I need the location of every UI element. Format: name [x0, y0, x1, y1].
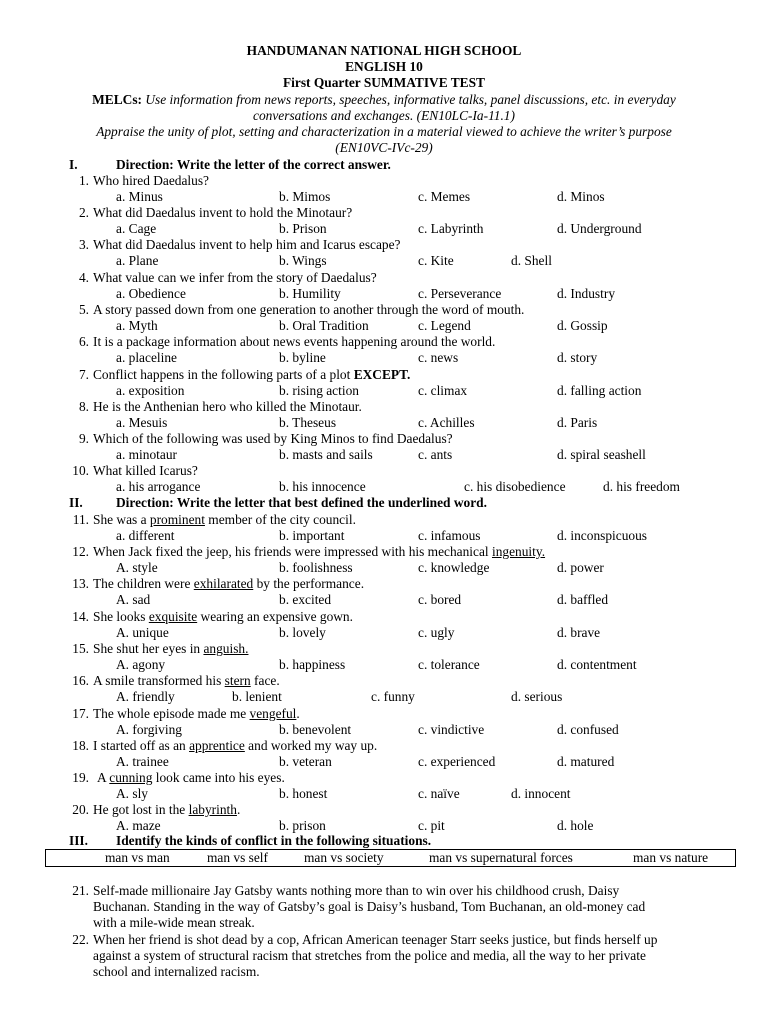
- situation-text-line: Buchanan. Standing in the way of Gatsby’s goal is Daisy’s husband, Tom Buchanan, an old-money cad: [93, 899, 646, 914]
- melcs-label: MELCs:: [92, 92, 142, 107]
- question-number: 14.: [72, 609, 89, 624]
- question-text: [93, 641, 248, 657]
- choice-d: d. Underground: [557, 221, 642, 236]
- question-text-post: look came into his eyes.: [152, 770, 285, 785]
- choice-c: c. Labyrinth: [418, 221, 484, 236]
- question-text-pre: The children were: [93, 576, 194, 591]
- choice-b: b. benevolent: [279, 722, 352, 737]
- choice-a: a. Cage: [116, 221, 157, 236]
- question-number: 12.: [72, 544, 89, 559]
- choice-c: c. Memes: [418, 189, 471, 204]
- underlined-word: cunning: [109, 770, 153, 785]
- choice-c: c. naïve: [418, 786, 460, 801]
- choice-b: b. lenient: [232, 689, 282, 704]
- situation-text-line: When her friend is shot dead by a cop, African American teenager Starr seeks justice, but finds herself up: [93, 932, 658, 947]
- underlined-word: exhilarated: [193, 576, 254, 591]
- underlined-word: stern: [224, 673, 251, 688]
- choice-a: A. forgiving: [116, 722, 182, 737]
- situation-text-line: school and internalized racism.: [93, 964, 260, 979]
- question-text-pre: When Jack fixed the jeep, his friends were impressed with his mechanical: [93, 544, 492, 559]
- choice-c: c. Perseverance: [418, 286, 502, 301]
- choice-b: b. Oral Tradition: [279, 318, 369, 333]
- question-text: A story passed down from one generation to another through the word of mouth.: [93, 302, 525, 317]
- underlined-word: vengeful: [249, 706, 297, 721]
- question-text-pre: She shut her eyes in: [93, 641, 204, 656]
- question-text: [93, 706, 300, 722]
- question-text-post: by the performance.: [253, 576, 365, 591]
- choice-d: d. confused: [557, 722, 619, 737]
- choice-a: a. Myth: [116, 318, 158, 333]
- choice-b: b. happiness: [279, 657, 346, 672]
- choice-c: c. vindictive: [418, 722, 485, 737]
- section-2-direction: Direction: Write the letter that best defined the underlined word.: [116, 495, 487, 510]
- question-text: [93, 609, 353, 625]
- underlined-word: prominent: [149, 512, 205, 527]
- choice-a: a. Minus: [116, 189, 163, 204]
- choice-d: d. Paris: [557, 415, 598, 430]
- question-number: 1.: [78, 173, 89, 188]
- question-text-pre: She was a: [93, 512, 150, 527]
- conflict-option: man vs man: [105, 850, 170, 865]
- choice-c: c. climax: [418, 383, 468, 398]
- melc2-line1: Appraise the unity of plot, setting and characterization in a material viewed to achieve the writer’s purpose: [96, 124, 672, 139]
- question-number: 17.: [72, 706, 89, 721]
- conflict-option: man vs self: [207, 850, 268, 865]
- question-text: [93, 367, 410, 383]
- choice-b: b. Prison: [279, 221, 327, 236]
- question-number: 13.: [72, 576, 89, 591]
- conflict-option: man vs supernatural forces: [429, 850, 573, 865]
- melc1-text: Use information from news reports, speeches, informative talks, panel discussions, etc. in everyday: [145, 92, 676, 107]
- choice-c: c. Kite: [418, 253, 454, 268]
- question-text: [93, 544, 545, 560]
- question-text-pre: He got lost in the: [93, 802, 189, 817]
- conflict-option: man vs society: [304, 850, 384, 865]
- section-1-direction: Direction: Write the letter of the correct answer.: [116, 157, 391, 172]
- choice-a: A. sad: [116, 592, 151, 607]
- question-text-pre: Conflict happens in the following parts of a plot: [93, 367, 354, 382]
- choice-d: d. spiral seashell: [557, 447, 646, 462]
- choice-c: c. pit: [418, 818, 445, 833]
- question-text-post: wearing an expensive gown.: [197, 609, 353, 624]
- question-number: 19.: [72, 770, 89, 785]
- choice-d: d. inconspicuous: [557, 528, 648, 543]
- choice-a: a. Mesuis: [116, 415, 168, 430]
- choice-c: c. bored: [418, 592, 462, 607]
- question-text: [93, 576, 364, 592]
- choice-b: b. Humility: [279, 286, 341, 301]
- question-text: What did Daedalus invent to hold the Minotaur?: [93, 205, 353, 220]
- question-text: What value can we infer from the story of Daedalus?: [93, 270, 377, 285]
- choice-d: d. story: [557, 350, 598, 365]
- question-text: He is the Anthenian hero who killed the Minotaur.: [93, 399, 362, 414]
- question-number: 18.: [72, 738, 89, 753]
- question-text: It is a package information about news events happening around the world.: [93, 334, 496, 349]
- test-title: First Quarter SUMMATIVE TEST: [283, 75, 485, 90]
- choice-d: d. Industry: [557, 286, 616, 301]
- choice-c: c. infamous: [418, 528, 481, 543]
- choice-d: d. matured: [557, 754, 615, 769]
- choice-c: c. tolerance: [418, 657, 480, 672]
- choice-d: d. power: [557, 560, 604, 575]
- choice-d: d. his freedom: [603, 479, 680, 494]
- question-number: 9.: [78, 431, 89, 446]
- choice-b: b. foolishness: [279, 560, 353, 575]
- choice-a: A. unique: [116, 625, 169, 640]
- choice-d: d. hole: [557, 818, 594, 833]
- choice-d: d. Gossip: [557, 318, 608, 333]
- choice-a: A. friendly: [116, 689, 175, 704]
- choice-a: a. his arrogance: [116, 479, 201, 494]
- choice-a: a. minotaur: [116, 447, 177, 462]
- choice-c: c. funny: [371, 689, 415, 704]
- question-number: 4.: [78, 270, 89, 285]
- subject-title: ENGLISH 10: [345, 59, 423, 74]
- situation-text-line: with a mile-wide mean streak.: [93, 915, 255, 930]
- choice-d: d. brave: [557, 625, 601, 640]
- choice-d: d. innocent: [511, 786, 571, 801]
- question-number: 7.: [78, 367, 89, 382]
- question-number: 10.: [72, 463, 89, 478]
- choice-b: b. Theseus: [279, 415, 337, 430]
- choice-b: b. important: [279, 528, 345, 543]
- question-text: [93, 673, 280, 689]
- question-text-pre: The whole episode made me: [93, 706, 250, 721]
- choice-a: A. trainee: [116, 754, 169, 769]
- question-number: 5.: [78, 302, 89, 317]
- question-text-pre: She looks: [93, 609, 149, 624]
- question-text: [97, 770, 285, 786]
- question-text-pre: A smile transformed his: [93, 673, 225, 688]
- section-1-numeral: I.: [69, 157, 78, 172]
- question-text-post: member of the city council.: [204, 512, 356, 527]
- question-text-post: .: [296, 706, 300, 721]
- choice-a: a. different: [116, 528, 175, 543]
- choice-b: b. lovely: [279, 625, 326, 640]
- question-text-post: and worked my way up.: [244, 738, 378, 753]
- melc1-line2: conversations and exchanges. (EN10LC-Ia-11.1): [253, 108, 515, 123]
- choice-a: A. sly: [116, 786, 148, 801]
- question-text-post: face.: [250, 673, 280, 688]
- melc2-line2: (EN10VC-IVc-29): [335, 140, 433, 155]
- choice-a: A. agony: [116, 657, 166, 672]
- choice-d: d. baffled: [557, 592, 609, 607]
- section-2-numeral: II.: [69, 495, 83, 510]
- question-number: 3.: [78, 237, 89, 252]
- underlined-word: anguish.: [203, 641, 249, 656]
- situation-text-line: against a system of structural racism that stretches from the police and media, all the way to her private: [93, 948, 646, 963]
- situation-number: 21.: [72, 883, 89, 898]
- choice-d: d. Shell: [511, 253, 552, 268]
- choice-c: c. ants: [418, 447, 453, 462]
- choice-c: c. his disobedience: [464, 479, 566, 494]
- choice-b: b. rising action: [279, 383, 359, 398]
- conflict-option: man vs nature: [633, 850, 709, 865]
- choice-b: b. excited: [279, 592, 332, 607]
- choice-c: c. news: [418, 350, 459, 365]
- question-text: [93, 738, 377, 754]
- situation-text-line: Self-made millionaire Jay Gatsby wants nothing more than to win over his childhood crush, Daisy: [93, 883, 620, 898]
- choice-c: c. knowledge: [418, 560, 490, 575]
- question-text-post: .: [236, 802, 241, 817]
- choice-d: d. falling action: [557, 383, 642, 398]
- choice-d: d. contentment: [557, 657, 637, 672]
- question-text-pre: I started off as an: [93, 738, 190, 753]
- choice-b: b. byline: [279, 350, 326, 365]
- choice-a: a. Plane: [116, 253, 159, 268]
- question-keyword: EXCEPT.: [353, 367, 411, 382]
- choice-a: a. exposition: [116, 383, 185, 398]
- choice-c: c. Achilles: [418, 415, 475, 430]
- question-text: [93, 512, 356, 528]
- question-text: Which of the following was used by King Minos to find Daedalus?: [93, 431, 453, 446]
- choice-d: d. serious: [511, 689, 563, 704]
- choice-a: a. Obedience: [116, 286, 186, 301]
- question-text: Who hired Daedalus?: [93, 173, 210, 188]
- section-3-direction: Identify the kinds of conflict in the following situations.: [116, 833, 432, 848]
- question-number: 11.: [72, 512, 89, 527]
- question-number: 6.: [78, 334, 89, 349]
- choice-b: b. his innocence: [279, 479, 366, 494]
- choice-a: a. placeline: [116, 350, 177, 365]
- choice-b: b. Mimos: [279, 189, 331, 204]
- underlined-word: labyrinth: [188, 802, 237, 817]
- choice-a: A. maze: [116, 818, 161, 833]
- question-number: 20.: [72, 802, 89, 817]
- question-text: What did Daedalus invent to help him and Icarus escape?: [93, 237, 401, 252]
- underlined-word: apprentice: [189, 738, 245, 753]
- choice-c: c. Legend: [418, 318, 471, 333]
- choice-a: A. style: [116, 560, 158, 575]
- school-name: HANDUMANAN NATIONAL HIGH SCHOOL: [246, 43, 522, 58]
- choice-d: d. Minos: [557, 189, 605, 204]
- question-number: 16.: [72, 673, 89, 688]
- choice-b: b. Wings: [279, 253, 327, 268]
- question-number: 2.: [78, 205, 89, 220]
- choice-c: c. experienced: [418, 754, 496, 769]
- question-number: 8.: [78, 399, 89, 414]
- underlined-word: exquisite: [148, 609, 198, 624]
- situation-number: 22.: [72, 932, 89, 947]
- melc1-line1: [0, 92, 768, 108]
- choice-b: b. honest: [279, 786, 328, 801]
- choice-b: b. veteran: [279, 754, 332, 769]
- choice-b: b. prison: [279, 818, 326, 833]
- underlined-word: ingenuity.: [491, 544, 546, 559]
- section-3-numeral: III.: [69, 833, 88, 848]
- question-text: [93, 802, 240, 818]
- question-text: What killed Icarus?: [93, 463, 198, 478]
- question-text-pre: A: [97, 770, 110, 785]
- question-number: 15.: [72, 641, 89, 656]
- choice-c: c. ugly: [418, 625, 455, 640]
- choice-b: b. masts and sails: [279, 447, 373, 462]
